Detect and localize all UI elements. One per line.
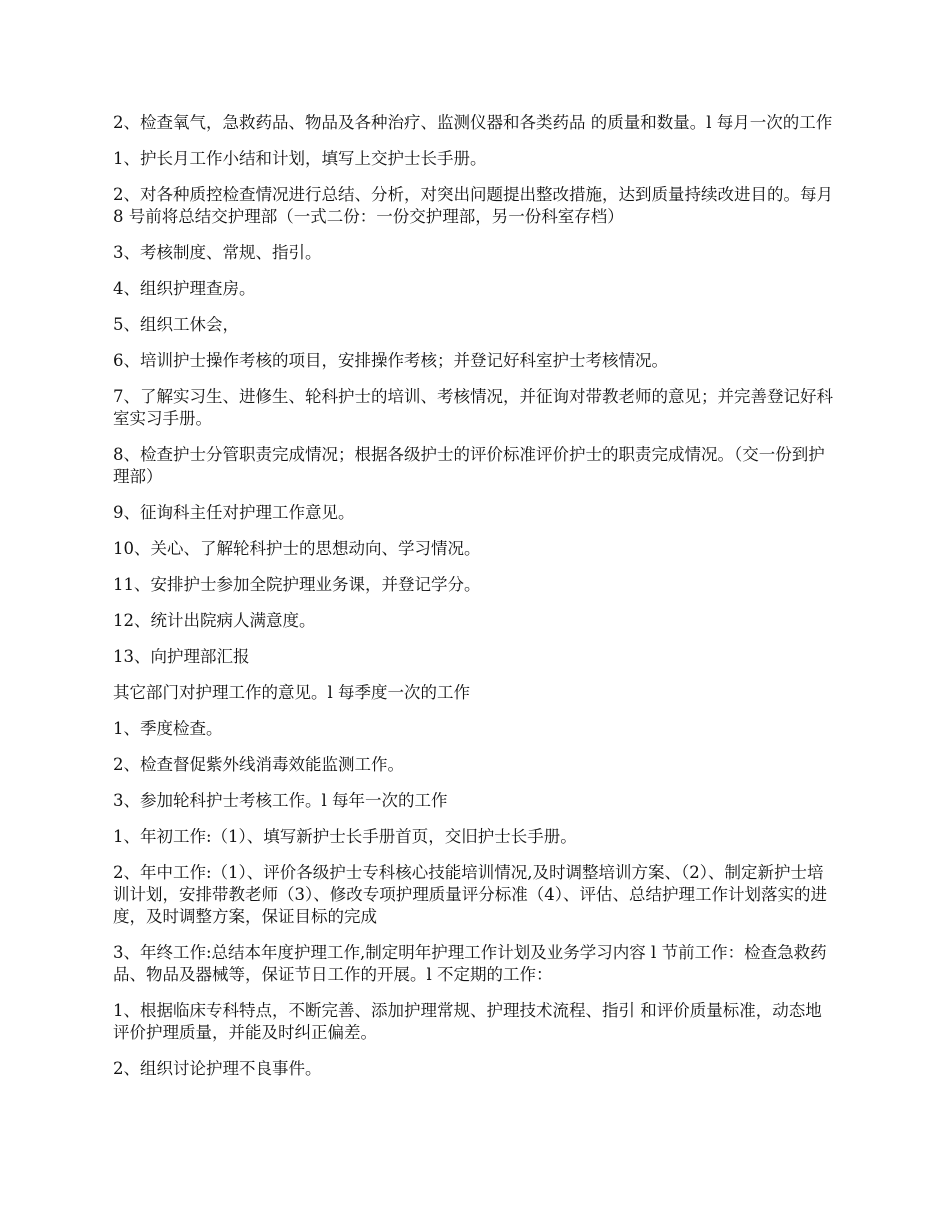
paragraph-oxygen-check: 2、检查氧气，急救药品、物品及各种治疗、监测仪器和各类药品 的质量和数量。l 每月一次的工作: [113, 113, 833, 132]
paragraph-monthly-summary: 1、护长月工作小结和计划，填写上交护士长手册。: [113, 149, 487, 168]
document-body: [113, 112, 835, 1094]
paragraph-quality-control: 2、对各种质控检查情况进行总结、分析，对突出问题提出整改措施，达到质量持续改进目的。每月 8 号前将总结交护理部（一式二份：一份交护理部，另一份科室存档）: [113, 185, 833, 226]
paragraph-report: 13、向护理部汇报: [113, 647, 250, 666]
paragraph-satisfaction: 12、统计出院病人满意度。: [113, 611, 316, 630]
paragraph-staff-meeting: 5、组织工休会，: [113, 315, 239, 334]
paragraph-assess-rules: 3、考核制度、常规、指引。: [113, 243, 322, 262]
paragraph-year-start: 1、年初工作:（1）、填写新护士长手册首页，交旧护士长手册。: [113, 827, 577, 846]
paragraph-adverse-events: 2、组织讨论护理不良事件。: [113, 1059, 322, 1078]
paragraph-rotation-care: 10、关心、了解轮科护士的思想动向、学习情况。: [113, 539, 481, 558]
paragraph-clinical-standards: 1、根据临床专科特点，不断完善、添加护理常规、护理技术流程、指引 和评价质量标准，动态地评价护理质量，并能及时纠正偏差。: [113, 1001, 822, 1042]
paragraph-rotation-assessment: 3、参加轮科护士考核工作。l 每年一次的工作: [113, 791, 448, 810]
paragraph-other-departments: 其它部门对护理工作的意见。l 每季度一次的工作: [113, 683, 471, 702]
paragraph-intern-training: 7、了解实习生、进修生、轮科护士的培训、考核情况，并征询对带教老师的意见；并完善登记好科室实习手册。: [113, 387, 833, 428]
paragraph-director-opinion: 9、征询科主任对护理工作意见。: [113, 503, 355, 522]
paragraph-nursing-rounds: 4、组织护理查房。: [113, 279, 256, 298]
paragraph-duty-check: 8、检查护士分管职责完成情况；根据各级护士的评价标准评价护士的职责完成情况。（交一份到护理部）: [113, 445, 825, 486]
paragraph-operation-training: 6、培训护士操作考核的项目，安排操作考核；并登记好科室护士考核情况。: [113, 351, 668, 370]
paragraph-mid-year: 2、年中工作:（1）、评价各级护士专科核心技能培训情况,及时调整培训方案、（2）、制定新护士培训计划，安排带教老师（3）、修改专项护理质量评分标准（4）、评估、总结护理工作计划落实的进度，及时调整方案，保证目标的完成: [113, 863, 827, 926]
paragraph-course-credits: 11、安排护士参加全院护理业务课，并登记学分。: [113, 575, 481, 594]
paragraph-year-end: 3、年终工作:总结本年度护理工作,制定明年护理工作计划及业务学习内容 l 节前工作：检查急救药品、物品及器械等，保证节日工作的开展。l 不定期的工作：: [113, 943, 827, 984]
paragraph-uv-monitoring: 2、检查督促紫外线消毒效能监测工作。: [113, 755, 404, 774]
paragraph-quarterly-check: 1、季度检查。: [113, 719, 223, 738]
